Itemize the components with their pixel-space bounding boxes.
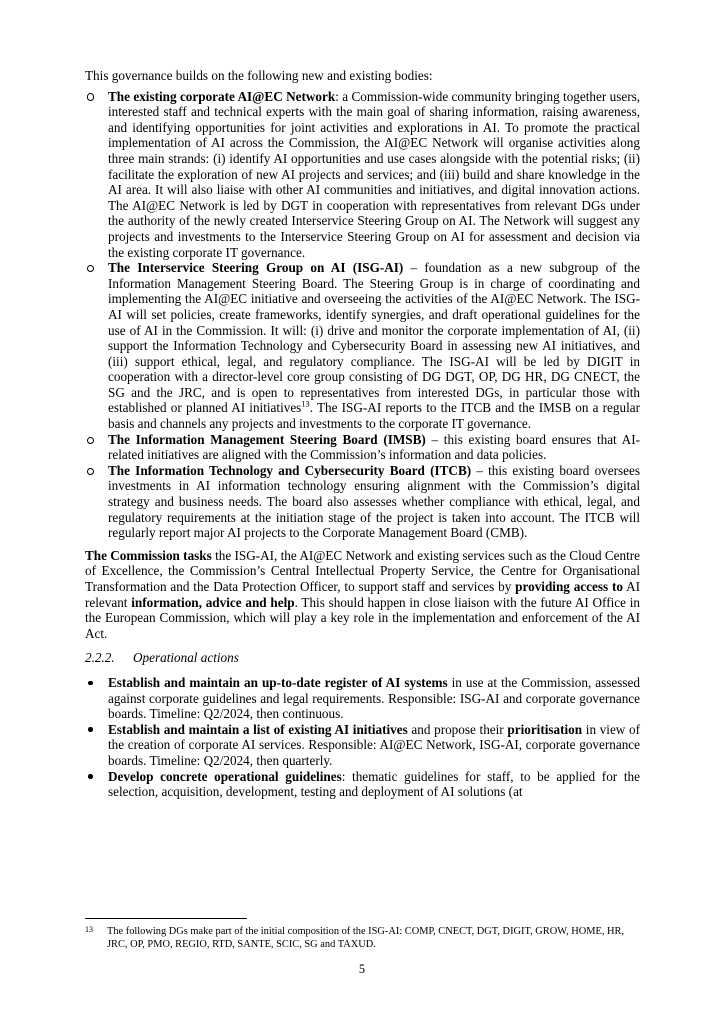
list-item-list-existing-initiatives [85,722,640,769]
page-content [85,68,640,800]
page-number: 5 [358,962,366,976]
list-item-itcb [85,463,640,541]
governance-bodies-list [85,89,640,541]
circle-bullet-icon [87,260,99,276]
commission-tasks-paragraph [85,548,640,642]
action-lead-register: Establish and maintain an up-to-date register of AI systems [108,674,448,690]
footnote-reference-13[interactable]: 13 [301,400,310,410]
body-desc-itcb: – this existing board oversees investments in AI information technology ensuring alignment with the Commission’s digital strategy and business needs. The board also assesses whether compliance with ethical, legal, and regulatory requirements at the initiation stage of the project is taken into account. The ITCB will regularly report major AI projects to the Corporate Management Board (CMB). [108,462,640,541]
intro-paragraph: This governance builds on the following new and existing bodies: [85,68,433,83]
footnote-separator [85,918,247,919]
body-desc-isg-ai-cont: . The ISG-AI reports to the ITCB and the IMSB on a regular basis and channels any projects and investments to the corporate IT governance. [108,400,640,432]
action-bold-prioritisation: prioritisation [507,721,583,737]
action-lead-guidelines: Develop concrete operational guidelines [108,768,342,784]
body-name-imsb: The Information Management Steering Board (IMSB) [108,431,426,447]
list-item-imsb [85,432,640,463]
bullet-icon [88,675,100,691]
commission-tasks-lead: The Commission tasks [85,547,212,563]
body-desc-ai-ec-network: : a Commission-wide community bringing together users, interested staff and technical experts with the main goal of sharing information, raising awareness, and identifying opportunities for joint activities and explorations in AI. To promote the practical implementation of AI across the Commission, the AI@EC Network will organise activities along three main strands: (i) identify AI opportunities and use cases alongside with the potential risks; (ii) facilitate the exploration of new AI projects and services; and (iii) build and share knowledge in the AI area. It will also liaise with other AI communities and initiatives, and digital innovation actions. The AI@EC Network is led by DGT in cooperation with representatives from relevant DGs under the authority of the newly created Interservice Steering Group on AI. The Network will suggest any projects and investments to the Interservice Steering Group on AI for assessment and decision via the existing corporate IT governance. [108,88,641,260]
action-lead-initiatives: Establish and maintain a list of existing AI initiatives [108,721,408,737]
body-desc-imsb: – this existing board ensures that AI-related initiatives are aligned with the Commission’s information and data policies. [108,431,640,463]
body-name-itcb: The Information Technology and Cybersecurity Board (ITCB) [108,462,472,478]
commission-tasks-text-3: . This should happen in close liaison with the future AI Office in the European Commission, which will play a key role in the implementation and enforcement of the AI Act. [85,594,640,641]
commission-tasks-bold-2: providing access to [515,579,623,594]
body-desc-isg-ai: – foundation as a new subgroup of the Information Management Steering Board. The Steering Group is in charge of coordinating and implementing the AI@EC initiative and overseeing the activities of the AI@EC Network. The ISG-AI will set policies, create frameworks, identify synergies, and draft operational guidelines for the use of AI in the Commission. It will: (i) drive and monitor the corporate implementation of AI, (ii) support the Information Technology and Cybersecurity Board in assessing new AI initiatives, and (iii) support ethical, legal, and regulatory compliance. The ISG-AI will be led by DIGIT in cooperation with a director-level core group consisting of DG DGT, OP, DG HR, DG CNECT, the SG and the JRC, and is open to representatives from interested DGs, in particular those with established or planned AI initiatives [108,260,640,416]
section-number: 2.2.2. [85,650,115,666]
action-mid-initiatives: and propose their [407,721,508,737]
body-name-isg-ai: The Interservice Steering Group on AI (ISG-AI) [108,260,404,276]
commission-tasks-text-1: the ISG-AI, the AI@EC Network and existing services such as the Cloud Centre of Excellence, the Commission’s Central Intellectual Property Service, the Centre for Organisational Transformation and the Data Protection Officer, to support staff and services by [85,547,640,594]
circle-bullet-icon [87,463,99,479]
body-name-ai-ec-network: The existing corporate AI@EC Network [108,88,336,104]
footnote-area [85,918,645,951]
bullet-icon [88,722,100,738]
list-item-isg-ai [85,260,640,432]
footnote-text: The following DGs make part of the initial composition of the ISG-AI: COMP, CNECT, DGT, DIGIT, GROW, HOME, HR, JRC, OP, PMO, REGIO, RTD, SANTE, SCIC, SG and TAXUD. [107,926,625,950]
action-desc-register: in use at the Commission, assessed against corporate guidelines and legal requirements. Responsible: ISG-AI and corporate governance boards. Timeline: Q2/2024, then continuous. [108,674,640,722]
section-title: Operational actions [133,650,239,666]
commission-tasks-bold-3: information, advice and help [131,594,295,610]
list-item-operational-guidelines [85,769,640,800]
action-desc-guidelines: : thematic guidelines for staff, to be applied for the selection, acquisition, development, testing and deployment of AI solutions (at [108,768,640,800]
list-item-ai-ec-network [85,89,640,261]
operational-actions-list [85,675,640,800]
list-item-register-ai-systems [85,675,640,722]
commission-tasks-text-2: AI relevant [85,579,640,610]
section-heading-2-2-2 [85,650,640,666]
bullet-icon [88,769,100,785]
circle-bullet-icon [87,89,99,105]
footnote-number: 13 [85,925,93,934]
circle-bullet-icon [87,432,99,448]
footnote-13 [85,925,645,951]
action-desc-initiatives: in view of the creation of corporate AI services. Responsible: AI@EC Network, ISG-AI, corporate governance boards. Timeline: Q2/2024, then quarterly. [108,721,640,768]
